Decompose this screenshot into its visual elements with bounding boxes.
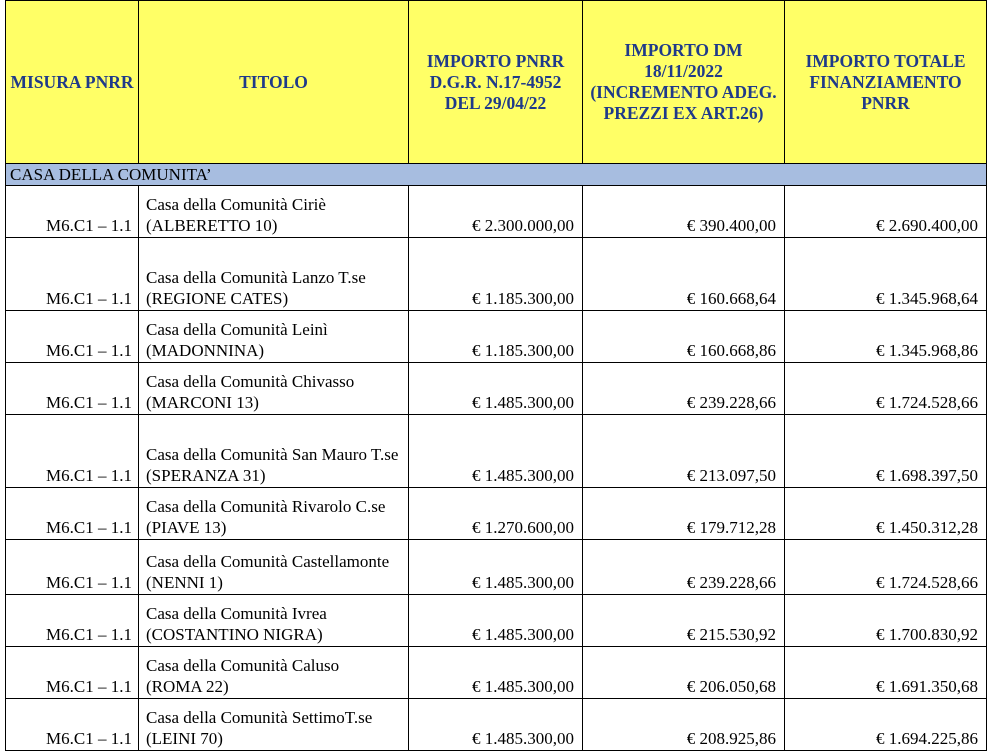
cell-importo-pnrr: € 1.485.300,00 [409, 415, 583, 488]
table-row [6, 363, 987, 415]
table-row [6, 488, 987, 540]
cell-importo-pnrr: € 2.300.000,00 [409, 186, 583, 238]
cell-importo-pnrr: € 1.185.300,00 [409, 238, 583, 311]
cell-importo-totale: € 1.700.830,92 [785, 595, 987, 647]
cell-titolo: Casa della Comunità Rivarolo C.se (PIAVE 13) [139, 488, 409, 540]
table-row [6, 595, 987, 647]
cell-misura: M6.C1 – 1.1 [6, 540, 139, 595]
cell-titolo: Casa della Comunità Caluso (ROMA 22) [139, 647, 409, 699]
header-importo-dm: IMPORTO DM 18/11/2022 (INCREMENTO ADEG. PREZZI EX ART.26) [583, 1, 785, 164]
cell-misura: M6.C1 – 1.1 [6, 238, 139, 311]
cell-titolo: Casa della Comunità Castellamonte (NENNI 1) [139, 540, 409, 595]
table-row [6, 699, 987, 751]
section-row [6, 164, 987, 186]
cell-titolo: Casa della Comunità Ciriè (ALBERETTO 10) [139, 186, 409, 238]
cell-importo-dm: € 206.050,68 [583, 647, 785, 699]
cell-importo-pnrr: € 1.485.300,00 [409, 699, 583, 751]
funding-table [5, 0, 987, 751]
cell-importo-dm: € 239.228,66 [583, 363, 785, 415]
header-importo-pnrr: IMPORTO PNRR D.G.R. N.17-4952 DEL 29/04/22 [409, 1, 583, 164]
table-row [6, 540, 987, 595]
cell-importo-dm: € 160.668,86 [583, 311, 785, 363]
section-title: CASA DELLA COMUNITA’ [6, 164, 987, 186]
cell-misura: M6.C1 – 1.1 [6, 415, 139, 488]
header-titolo: TITOLO [139, 1, 409, 164]
table-row [6, 311, 987, 363]
cell-importo-totale: € 1.345.968,86 [785, 311, 987, 363]
cell-importo-pnrr: € 1.485.300,00 [409, 363, 583, 415]
cell-importo-dm: € 179.712,28 [583, 488, 785, 540]
cell-titolo: Casa della Comunità San Mauro T.se (SPERANZA 31) [139, 415, 409, 488]
cell-titolo: Casa della Comunità Chivasso (MARCONI 13) [139, 363, 409, 415]
header-misura: MISURA PNRR [6, 1, 139, 164]
cell-importo-totale: € 1.691.350,68 [785, 647, 987, 699]
cell-titolo: Casa della Comunità Leinì (MADONNINA) [139, 311, 409, 363]
table-row [6, 238, 987, 311]
cell-importo-totale: € 1.450.312,28 [785, 488, 987, 540]
cell-importo-dm: € 390.400,00 [583, 186, 785, 238]
cell-importo-totale: € 1.345.968,64 [785, 238, 987, 311]
cell-importo-pnrr: € 1.485.300,00 [409, 540, 583, 595]
cell-importo-pnrr: € 1.270.600,00 [409, 488, 583, 540]
cell-misura: M6.C1 – 1.1 [6, 699, 139, 751]
cell-importo-dm: € 215.530,92 [583, 595, 785, 647]
cell-misura: M6.C1 – 1.1 [6, 595, 139, 647]
cell-importo-pnrr: € 1.485.300,00 [409, 647, 583, 699]
header-importo-totale: IMPORTO TOTALE FINANZIAMENTO PNRR [785, 1, 987, 164]
cell-misura: M6.C1 – 1.1 [6, 186, 139, 238]
table-row [6, 186, 987, 238]
cell-titolo: Casa della Comunità Lanzo T.se (REGIONE CATES) [139, 238, 409, 311]
cell-importo-totale: € 1.698.397,50 [785, 415, 987, 488]
cell-titolo: Casa della Comunità SettimoT.se (LEINI 70) [139, 699, 409, 751]
cell-misura: M6.C1 – 1.1 [6, 363, 139, 415]
cell-importo-dm: € 239.228,66 [583, 540, 785, 595]
cell-importo-dm: € 213.097,50 [583, 415, 785, 488]
cell-misura: M6.C1 – 1.1 [6, 647, 139, 699]
cell-misura: M6.C1 – 1.1 [6, 488, 139, 540]
header-row [6, 1, 987, 164]
cell-importo-totale: € 1.694.225,86 [785, 699, 987, 751]
cell-importo-dm: € 160.668,64 [583, 238, 785, 311]
cell-importo-pnrr: € 1.185.300,00 [409, 311, 583, 363]
cell-titolo: Casa della Comunità Ivrea (COSTANTINO NIGRA) [139, 595, 409, 647]
cell-misura: M6.C1 – 1.1 [6, 311, 139, 363]
cell-importo-totale: € 1.724.528,66 [785, 540, 987, 595]
cell-importo-pnrr: € 1.485.300,00 [409, 595, 583, 647]
table-row [6, 647, 987, 699]
cell-importo-totale: € 1.724.528,66 [785, 363, 987, 415]
table-row [6, 415, 987, 488]
cell-importo-totale: € 2.690.400,00 [785, 186, 987, 238]
cell-importo-dm: € 208.925,86 [583, 699, 785, 751]
